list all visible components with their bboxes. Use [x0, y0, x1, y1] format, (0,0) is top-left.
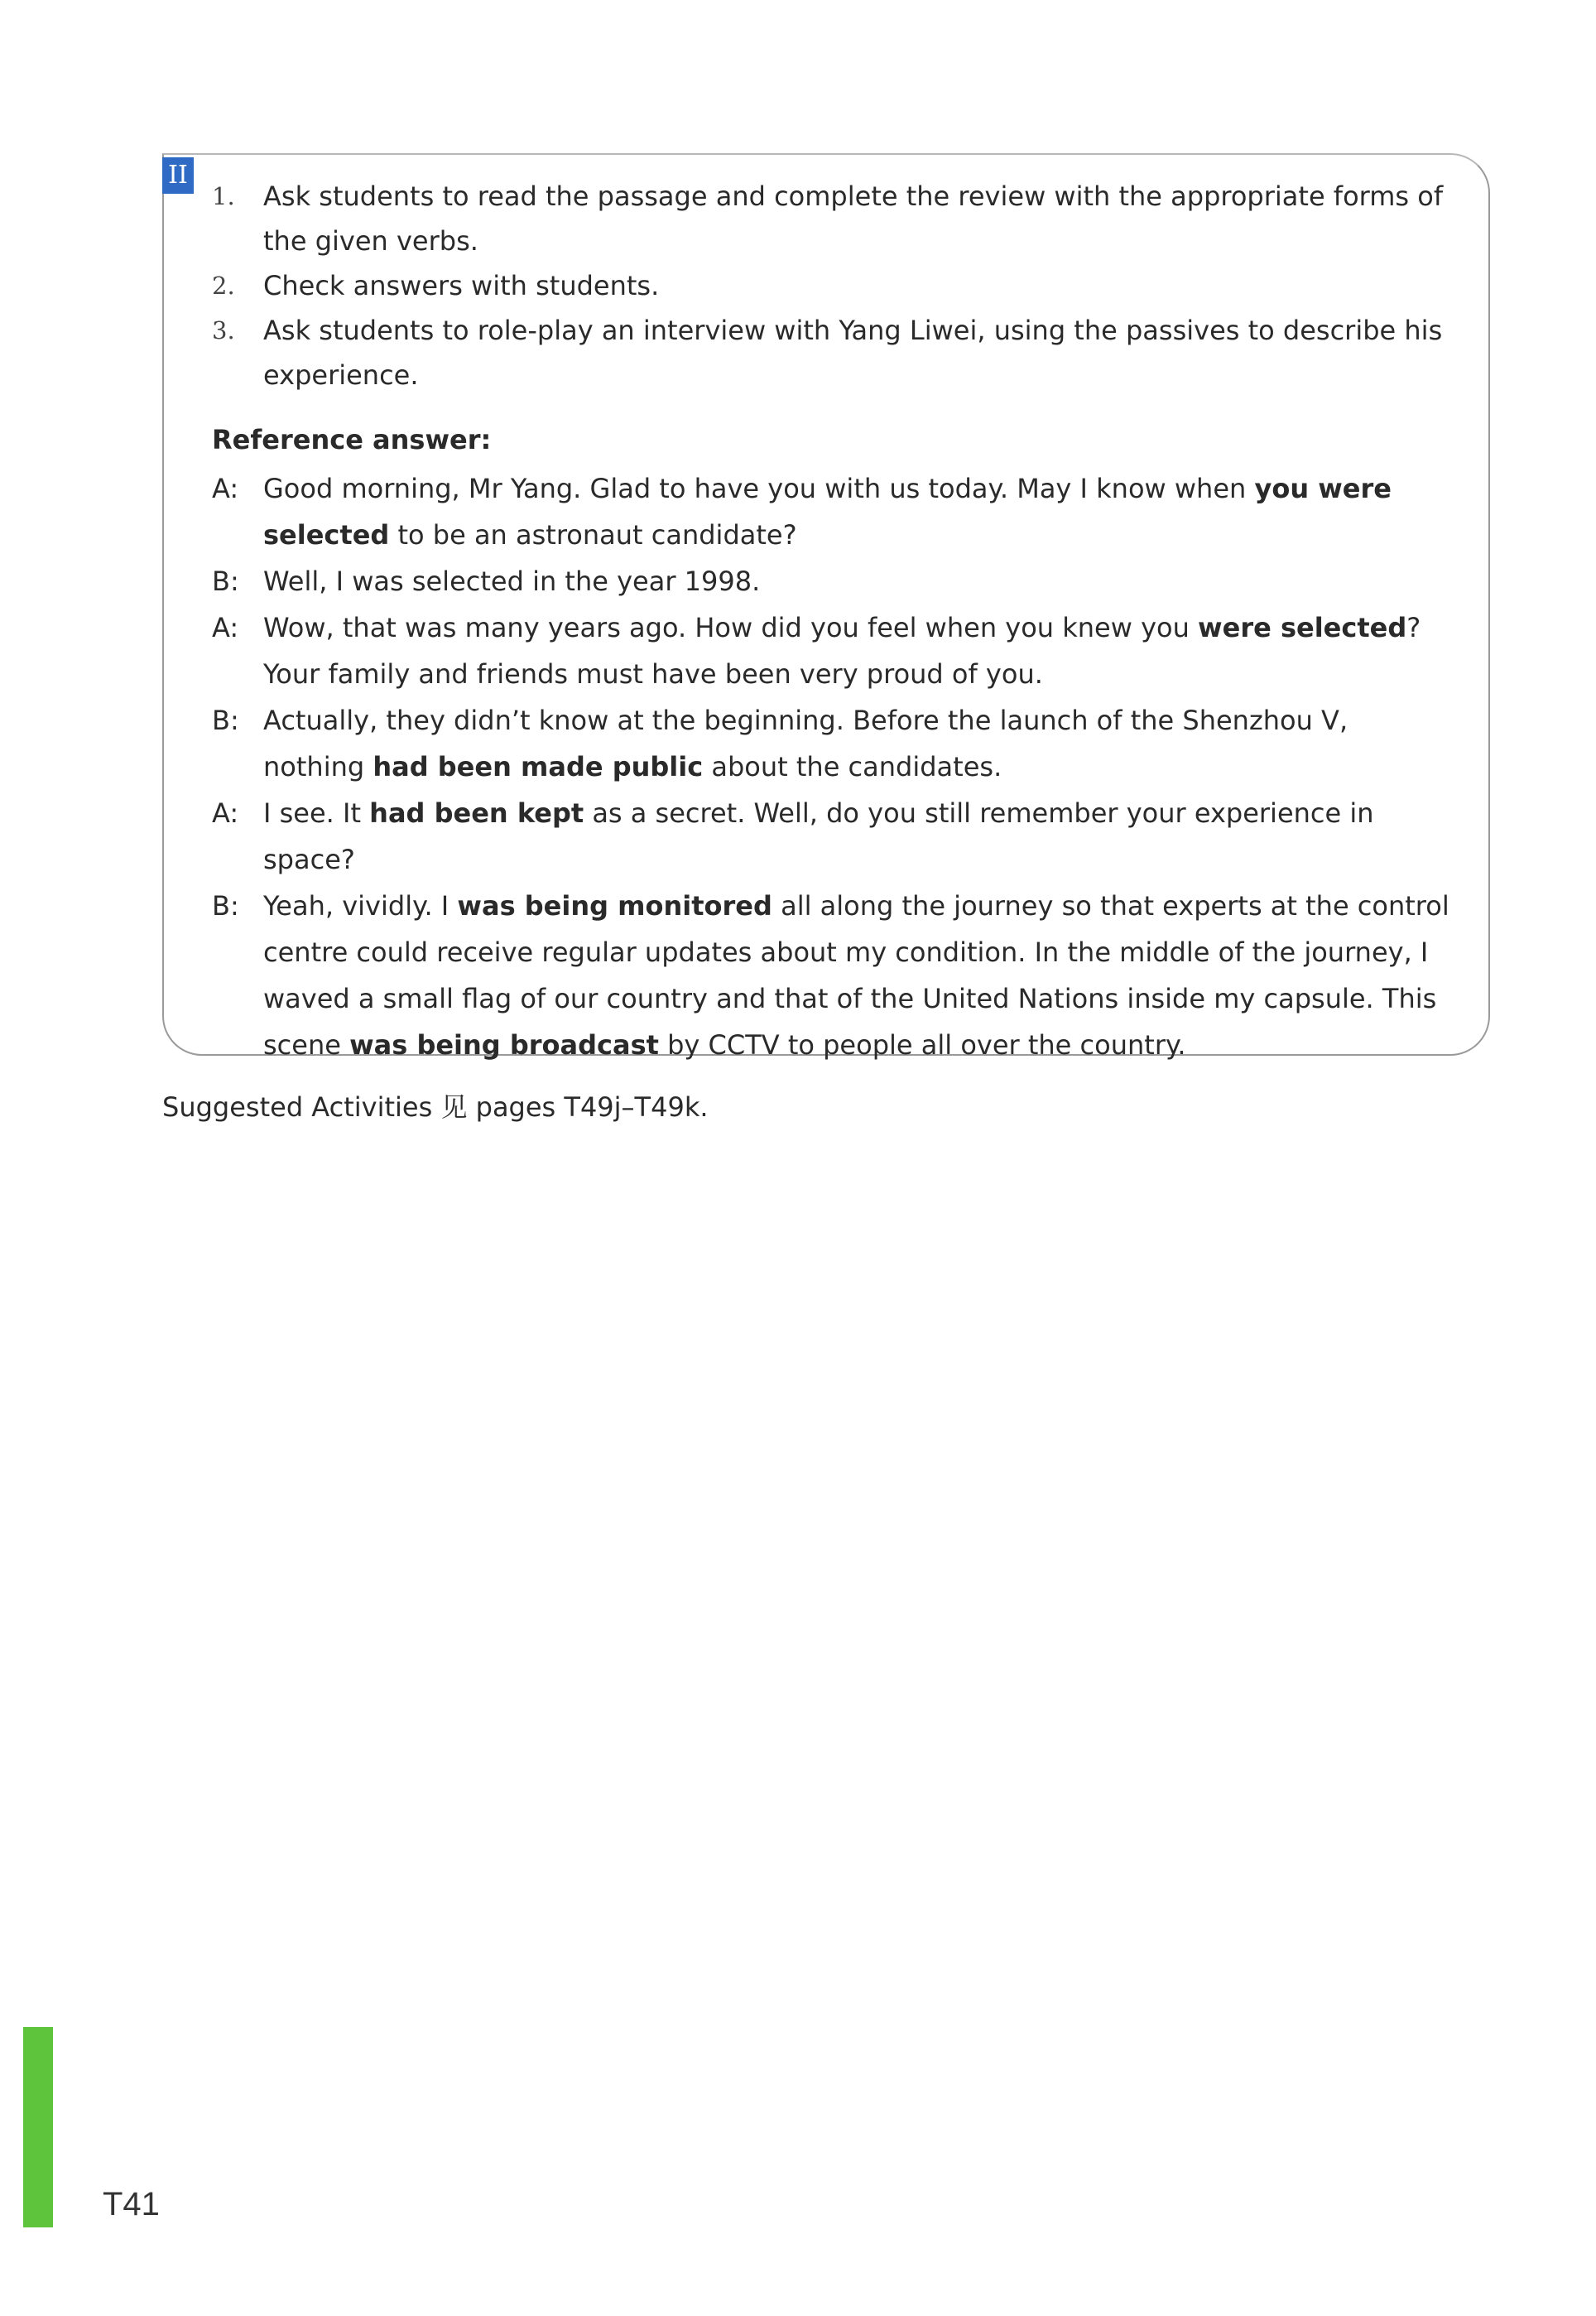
dialogue-line — [212, 465, 1454, 558]
section-badge: II — [162, 157, 194, 194]
panel-content — [212, 174, 1454, 1068]
dialogue-line — [212, 883, 1454, 1068]
dialogue-text: Actually, they didn’t know at the beginning. Before the launch of the Shenzhou V, nothing had been made public about the candidates. — [263, 705, 1348, 782]
instruction-text: Ask students to role-play an interview with Yang Liwei, using the passives to describe his experience. — [263, 315, 1443, 391]
instruction-number: 2. — [212, 272, 235, 300]
instruction-item — [212, 174, 1454, 263]
speaker-label: A: — [212, 612, 239, 643]
speaker-label: B: — [212, 890, 239, 922]
instruction-number: 3. — [212, 316, 235, 344]
instruction-item — [212, 308, 1454, 397]
dialogue-line — [212, 604, 1454, 697]
speaker-label: A: — [212, 797, 239, 829]
dialogue-text: Well, I was selected in the year 1998. — [263, 566, 761, 597]
speaker-label: B: — [212, 566, 239, 597]
instruction-number: 1. — [212, 182, 235, 210]
instruction-text: Ask students to read the passage and complete the review with the appropriate forms of the given verbs. — [263, 181, 1444, 257]
reference-heading: Reference answer: — [212, 424, 492, 455]
dialogue-text: Wow, that was many years ago. How did you feel when you knew you were selected? Your family and friends must have been very proud of you. — [263, 612, 1421, 690]
dialogue-text: Yeah, vividly. I was being monitored all along the journey so that experts at the control centre could receive regular updates about my condition. In the middle of the journey, I waved a small flag of our country and that of the United Nations inside my capsule. This scene was being broadcast by CCTV to people all over the country. — [263, 890, 1449, 1061]
dialogue — [212, 465, 1454, 1068]
instruction-text: Check answers with students. — [263, 270, 660, 301]
side-color-bar — [23, 2027, 53, 2227]
speaker-label: A: — [212, 473, 239, 504]
dialogue-text: I see. It had been kept as a secret. Well, do you still remember your experience in space? — [263, 797, 1374, 875]
instruction-item — [212, 263, 1454, 308]
speaker-label: B: — [212, 705, 239, 736]
suggested-activities: Suggested Activities 见 pages T49j–T49k. — [162, 1091, 709, 1123]
dialogue-text: Good morning, Mr Yang. Glad to have you with us today. May I know when you were selected to be an astronaut candidate? — [263, 473, 1392, 551]
dialogue-line — [212, 790, 1454, 883]
page-number: T41 — [103, 2186, 160, 2222]
dialogue-line — [212, 558, 1454, 604]
instruction-list — [212, 174, 1454, 397]
dialogue-line — [212, 697, 1454, 790]
